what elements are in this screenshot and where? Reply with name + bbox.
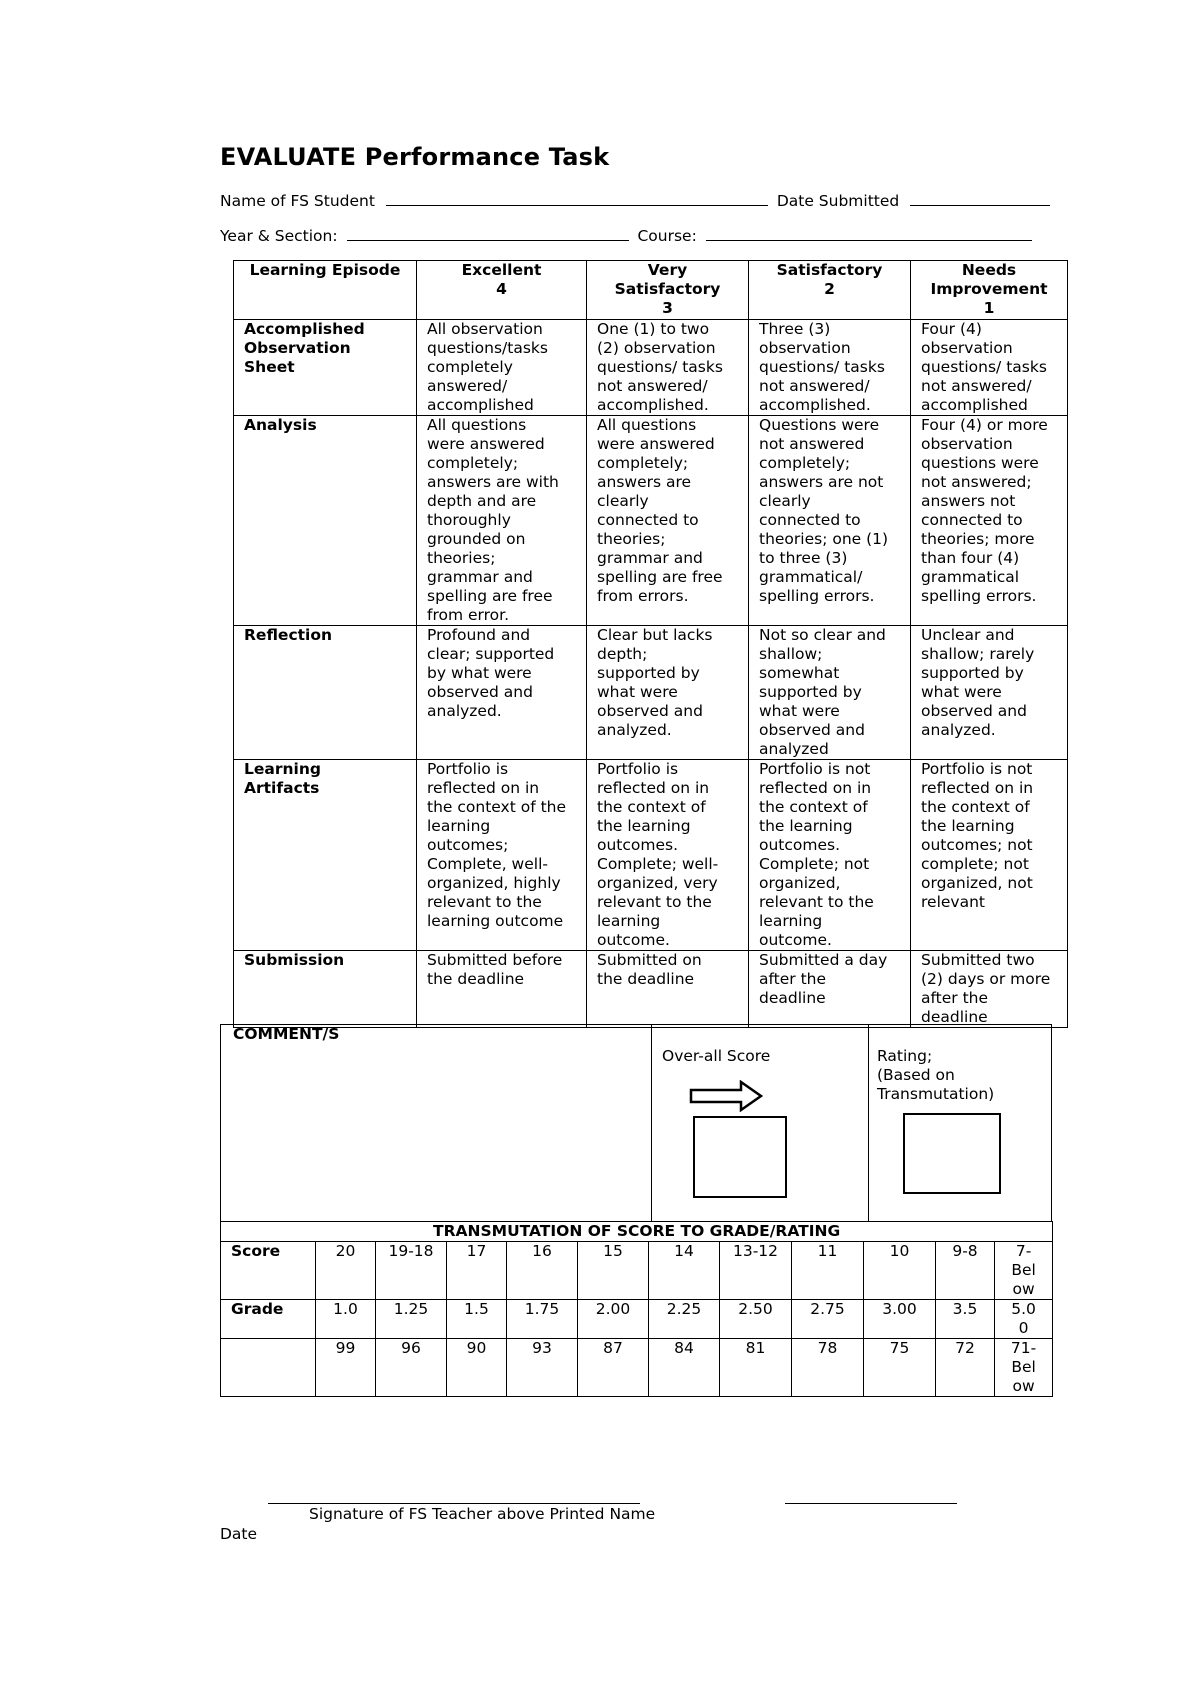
criterion-cell: Reflection [234,626,417,760]
rating-row-label [221,1339,316,1397]
course-field[interactable] [706,226,1032,241]
rubric-cell: One (1) to two (2) observation questions/ tasks not answered/ accomplished. [587,320,749,416]
criterion-cell: Analysis [234,416,417,626]
rating-cell: 71- Bel ow [995,1339,1053,1397]
rubric-row-reflection [234,626,1068,760]
transmutation-title: TRANSMUTATION OF SCORE TO GRADE/RATING [221,1222,1053,1242]
overall-score-box[interactable] [693,1116,787,1198]
rating-cell: 78 [792,1339,864,1397]
rubric-cell: Portfolio is not reflected on in the context of the learning outcomes. Complete; not organized, relevant to the learning outcome. [749,760,911,951]
signature-label: Signature of FS Teacher above Printed Name [309,1505,656,1523]
header-learning-episode: Learning Episode [234,261,417,320]
score-cell: 13-12 [720,1242,792,1300]
rating-cell: 99 [316,1339,376,1397]
course-label: Course: [637,227,697,245]
score-cell: 19-18 [376,1242,447,1300]
criterion-cell: Accomplished Observation Sheet [234,320,417,416]
rating-row [221,1339,1053,1397]
rating-cell: 96 [376,1339,447,1397]
score-cell: 16 [507,1242,578,1300]
rubric-header-row [234,261,1068,320]
rubric-cell: All questions were answered completely; answers are with depth and are thoroughly grounded on theories; grammar and spelling are free from error. [417,416,587,626]
comments-score-section [220,1024,1052,1221]
rubric-cell: Submitted a day after the deadline [749,951,911,1028]
rubric-row-learning-artifacts [234,760,1068,951]
score-row [221,1242,1053,1300]
rating-cell: 84 [649,1339,720,1397]
divider [868,1025,869,1221]
rating-cell: 75 [864,1339,936,1397]
grade-cell: 3.5 [936,1300,995,1339]
header-very-satisfactory: Very Satisfactory 3 [587,261,749,320]
rating-cell: 87 [578,1339,649,1397]
rubric-cell: Unclear and shallow; rarely supported by what were observed and analyzed. [911,626,1068,760]
rating-box[interactable] [903,1113,1001,1194]
grade-cell: 1.75 [507,1300,578,1339]
date-submitted-label: Date Submitted [776,192,900,210]
score-cell: 15 [578,1242,649,1300]
rating-cell: 93 [507,1339,578,1397]
score-cell: 10 [864,1242,936,1300]
signature-line[interactable] [268,1503,640,1504]
student-name-field[interactable] [386,191,768,206]
rubric-cell: Portfolio is reflected on in the context of the learning outcomes; Complete, well- organized, highly relevant to the learning outcome [417,760,587,951]
score-cell: 9-8 [936,1242,995,1300]
date-submitted-field[interactable] [910,191,1050,206]
arrow-right-icon [689,1080,763,1112]
date-line[interactable] [785,1503,957,1504]
grade-cell: 2.25 [649,1300,720,1339]
grade-cell: 2.50 [720,1300,792,1339]
criterion-cell: Learning Artifacts [234,760,417,951]
rubric-cell: Three (3) observation questions/ tasks not answered/ accomplished. [749,320,911,416]
grade-cell: 2.00 [578,1300,649,1339]
header-needs-improvement: Needs Improvement 1 [911,261,1068,320]
rubric-cell: Questions were not answered completely; answers are not clearly connected to theories; one (1) to three (3) grammatical/ spelling errors. [749,416,911,626]
rubric-cell: Submitted before the deadline [417,951,587,1028]
transmutation-title-row [221,1222,1053,1242]
divider [651,1025,652,1221]
grade-cell: 2.75 [792,1300,864,1339]
header-satisfactory: Satisfactory 2 [749,261,911,320]
score-cell: 11 [792,1242,864,1300]
score-cell: 20 [316,1242,376,1300]
rubric-cell: Portfolio is not reflected on in the context of the learning outcomes; not complete; not organized, not relevant [911,760,1068,951]
date-label: Date [220,1525,258,1543]
rubric-cell: Submitted two (2) days or more after the deadline [911,951,1068,1028]
grade-row [221,1300,1053,1339]
rubric-cell: Not so clear and shallow; somewhat supported by what were observed and analyzed [749,626,911,760]
student-name-row [220,191,1050,210]
grade-cell: 3.00 [864,1300,936,1339]
rubric-row-analysis [234,416,1068,626]
rubric-cell: Submitted on the deadline [587,951,749,1028]
rating-cell: 81 [720,1339,792,1397]
rubric-cell: All questions were answered completely; answers are clearly connected to theories; grammar and spelling are free from errors. [587,416,749,626]
year-course-row [220,226,1032,245]
student-name-label: Name of FS Student [220,192,375,210]
rubric-cell: Portfolio is reflected on in the context of the learning outcomes. Complete; well- organized, very relevant to the learning outcome. [587,760,749,951]
rubric-cell: Four (4) observation questions/ tasks not answered/ accomplished [911,320,1068,416]
rubric-cell: Clear but lacks depth; supported by what were observed and analyzed. [587,626,749,760]
rubric-cell: All observation questions/tasks completely answered/ accomplished [417,320,587,416]
rating-cell: 72 [936,1339,995,1397]
rubric-cell: Four (4) or more observation questions were not answered; answers not connected to theories; more than four (4) grammatical spelling errors. [911,416,1068,626]
year-section-field[interactable] [347,226,629,241]
page-title: EVALUATE Performance Task [220,143,610,171]
transmutation-table [220,1221,1053,1397]
comments-label: COMMENT/S [233,1025,340,1043]
rating-label: Rating; (Based on Transmutation) [877,1047,995,1103]
rubric-table [233,260,1068,1028]
score-label: Score [221,1242,316,1300]
header-excellent: Excellent 4 [417,261,587,320]
year-section-label: Year & Section: [220,227,338,245]
grade-label: Grade [221,1300,316,1339]
rubric-row-observation [234,320,1068,416]
grade-cell: 5.0 0 [995,1300,1053,1339]
rubric-row-submission [234,951,1068,1028]
rubric-cell: Profound and clear; supported by what were observed and analyzed. [417,626,587,760]
score-cell: 14 [649,1242,720,1300]
criterion-cell: Submission [234,951,417,1028]
grade-cell: 1.0 [316,1300,376,1339]
grade-cell: 1.5 [447,1300,507,1339]
overall-score-label: Over-all Score [662,1047,771,1065]
grade-cell: 1.25 [376,1300,447,1339]
score-cell: 17 [447,1242,507,1300]
rating-cell: 90 [447,1339,507,1397]
score-cell: 7- Bel ow [995,1242,1053,1300]
